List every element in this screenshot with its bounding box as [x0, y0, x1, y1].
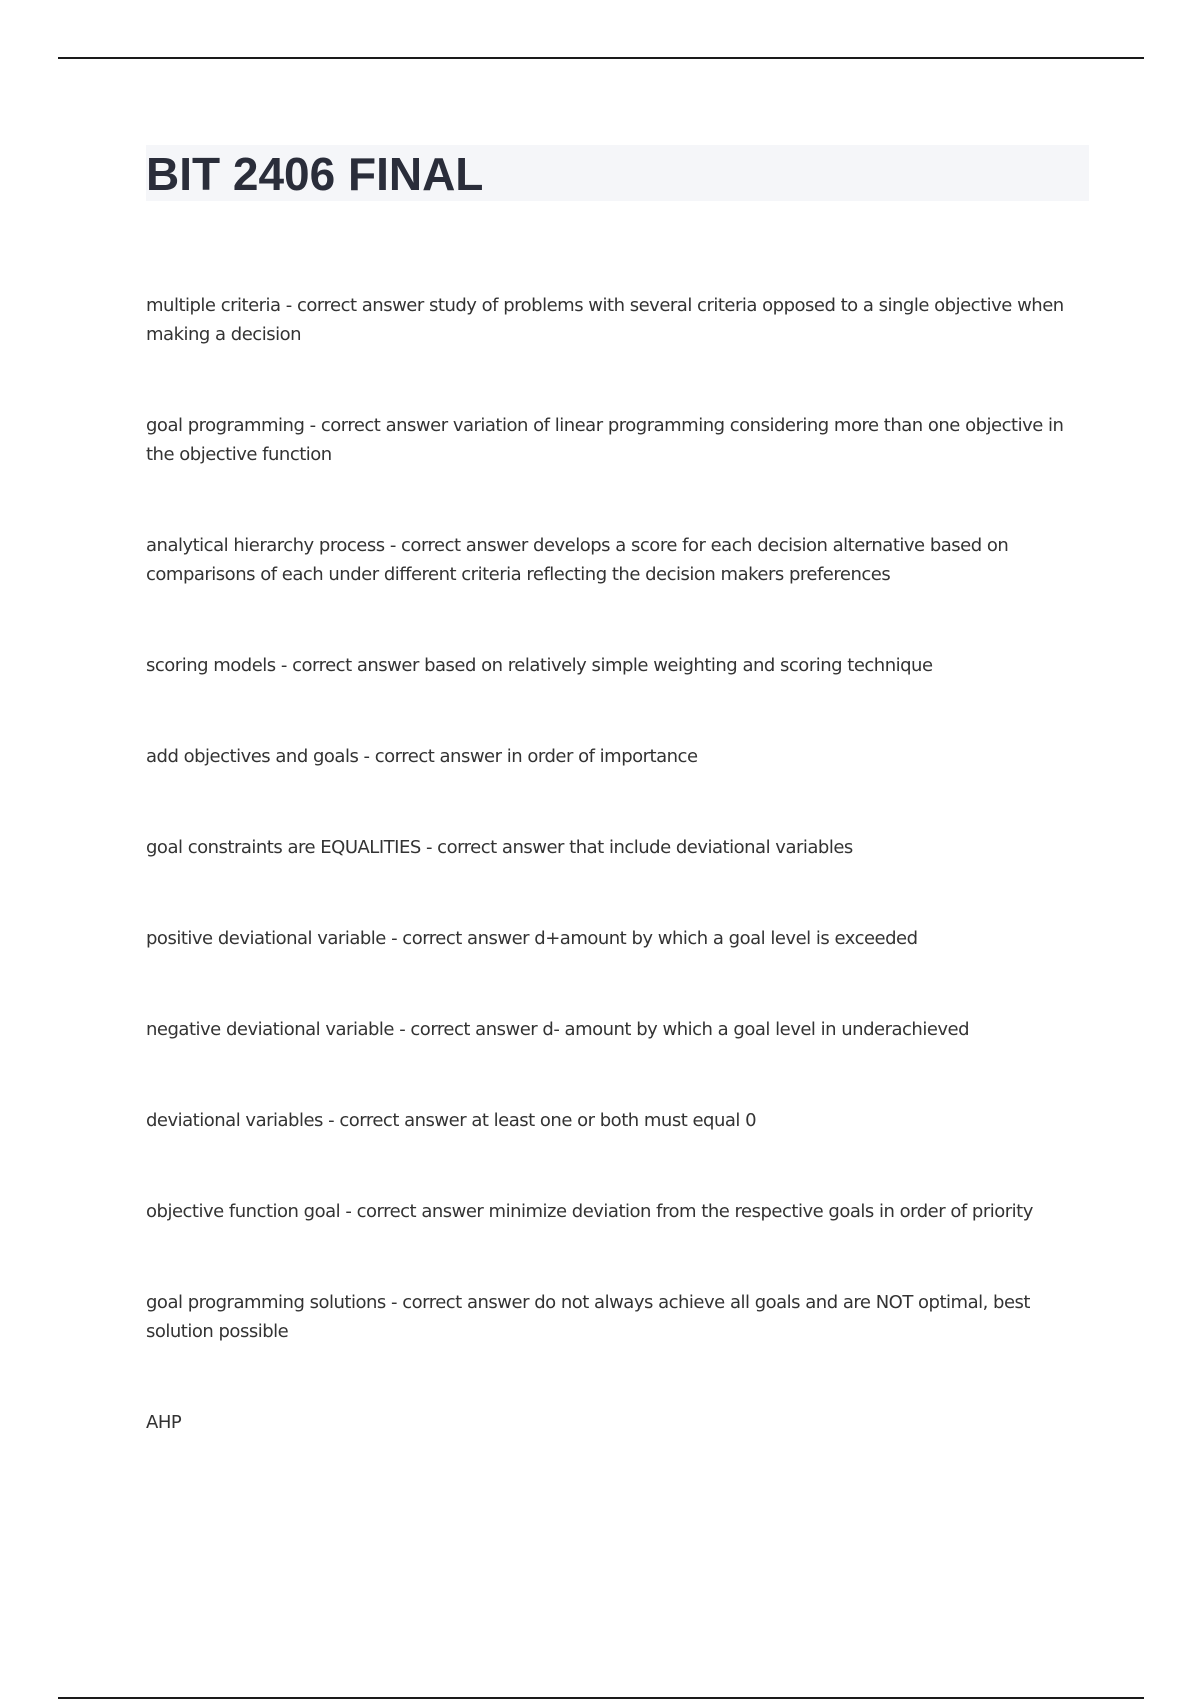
entry-scoring-models: scoring models - correct answer based on relatively simple weighting and scoring technique [146, 655, 933, 676]
entry-analytical-hierarchy-process: analytical hierarchy process - correct answer develops a score for each decision alternative based on comparisons of each under different criteria reflecting the decision makers preferences [146, 535, 1009, 585]
entry-goal-constraints: goal constraints are EQUALITIES - correct answer that include deviational variables [146, 837, 853, 858]
entry-ahp: AHP [146, 1412, 182, 1433]
entry-goal-programming-solutions: goal programming solutions - correct answer do not always achieve all goals and are NOT optimal, best solution possible [146, 1292, 1030, 1342]
entry-multiple-criteria: multiple criteria - correct answer study of problems with several criteria opposed to a single objective when making a decision [146, 295, 1064, 345]
page-title: BIT 2406 FINAL [146, 148, 484, 200]
entry-deviational-variables: deviational variables - correct answer at least one or both must equal 0 [146, 1110, 757, 1131]
entry-add-objectives-and-goals: add objectives and goals - correct answer in order of importance [146, 746, 698, 767]
entry-negative-deviational-variable: negative deviational variable - correct answer d- amount by which a goal level in underachieved [146, 1019, 970, 1040]
entry-positive-deviational-variable: positive deviational variable - correct answer d+amount by which a goal level is exceeded [146, 928, 918, 949]
entry-objective-function-goal: objective function goal - correct answer minimize deviation from the respective goals in order of priority [146, 1201, 1033, 1222]
top-rule [58, 57, 1144, 59]
entry-goal-programming: goal programming - correct answer variation of linear programming considering more than one objective in the objective function [146, 415, 1064, 465]
bottom-rule [58, 1697, 1144, 1699]
